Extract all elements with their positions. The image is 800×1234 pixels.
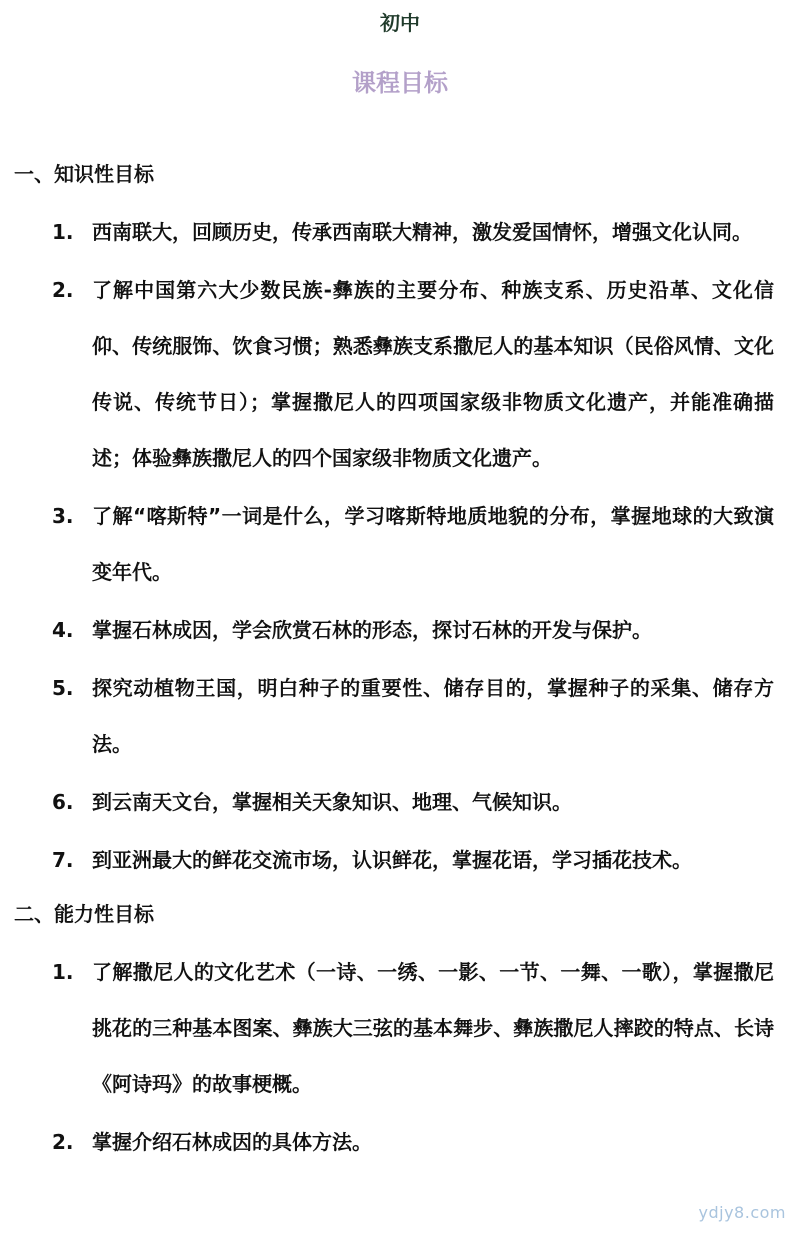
list-item-number: 2.: [52, 1130, 74, 1154]
list-item: [0, 832, 800, 888]
list-item-text: 到云南天文台，掌握相关天象知识、地理、气候知识。: [92, 790, 572, 814]
page-title: 课程目标: [352, 69, 448, 97]
list-item-text: 探究动植物王国，明白种子的重要性、储存目的，掌握种子的采集、储存方法。: [92, 676, 774, 756]
list-item: [0, 488, 800, 600]
list-item-number: 1.: [52, 960, 74, 984]
list-item: [0, 774, 800, 830]
list-item-number: 4.: [52, 618, 74, 642]
section-heading-ability: 二、能力性目标: [14, 902, 154, 926]
list-item: [0, 1114, 800, 1170]
grade-label: 初中: [380, 11, 420, 35]
list-item: [0, 204, 800, 260]
list-item-text: 西南联大，回顾历史，传承西南联大精神，激发爱国情怀，增强文化认同。: [92, 220, 752, 244]
list-item: [0, 602, 800, 658]
list-item-text: 了解撒尼人的文化艺术（一诗、一绣、一影、一节、一舞、一歌），掌握撒尼挑花的三种基本图案、彝族大三弦的基本舞步、彝族撒尼人摔跤的特点、长诗《阿诗玛》的故事梗概。: [92, 960, 774, 1096]
list-item-text: 掌握石林成因，学会欣赏石林的形态，探讨石林的开发与保护。: [92, 618, 652, 642]
list-item-number: 1.: [52, 220, 74, 244]
section-heading-knowledge: 一、知识性目标: [14, 162, 154, 186]
list-item-number: 3.: [52, 504, 74, 528]
document-body: [0, 156, 800, 1172]
list-item-number: 6.: [52, 790, 74, 814]
list-item: [0, 944, 800, 1112]
list-item-number: 5.: [52, 676, 74, 700]
watermark: ydjy8.com: [698, 1203, 786, 1222]
list-item: [0, 660, 800, 772]
list-item-number: 7.: [52, 848, 74, 872]
list-item: [0, 262, 800, 486]
list-item-number: 2.: [52, 278, 74, 302]
list-item-text: 了解中国第六大少数民族-彝族的主要分布、种族支系、历史沿革、文化信仰、传统服饰、饮食习惯；熟悉彝族支系撒尼人的基本知识（民俗风情、文化传说、传统节日）；掌握撒尼人的四项国家级非物质文化遗产，并能准确描述；体验彝族撒尼人的四个国家级非物质文化遗产。: [92, 278, 774, 470]
list-item-text: 掌握介绍石林成因的具体方法。: [92, 1130, 372, 1154]
list-item-text: 了解“喀斯特”一词是什么，学习喀斯特地质地貌的分布，掌握地球的大致演变年代。: [92, 504, 774, 584]
list-item-text: 到亚洲最大的鲜花交流市场，认识鲜花，掌握花语，学习插花技术。: [92, 848, 692, 872]
